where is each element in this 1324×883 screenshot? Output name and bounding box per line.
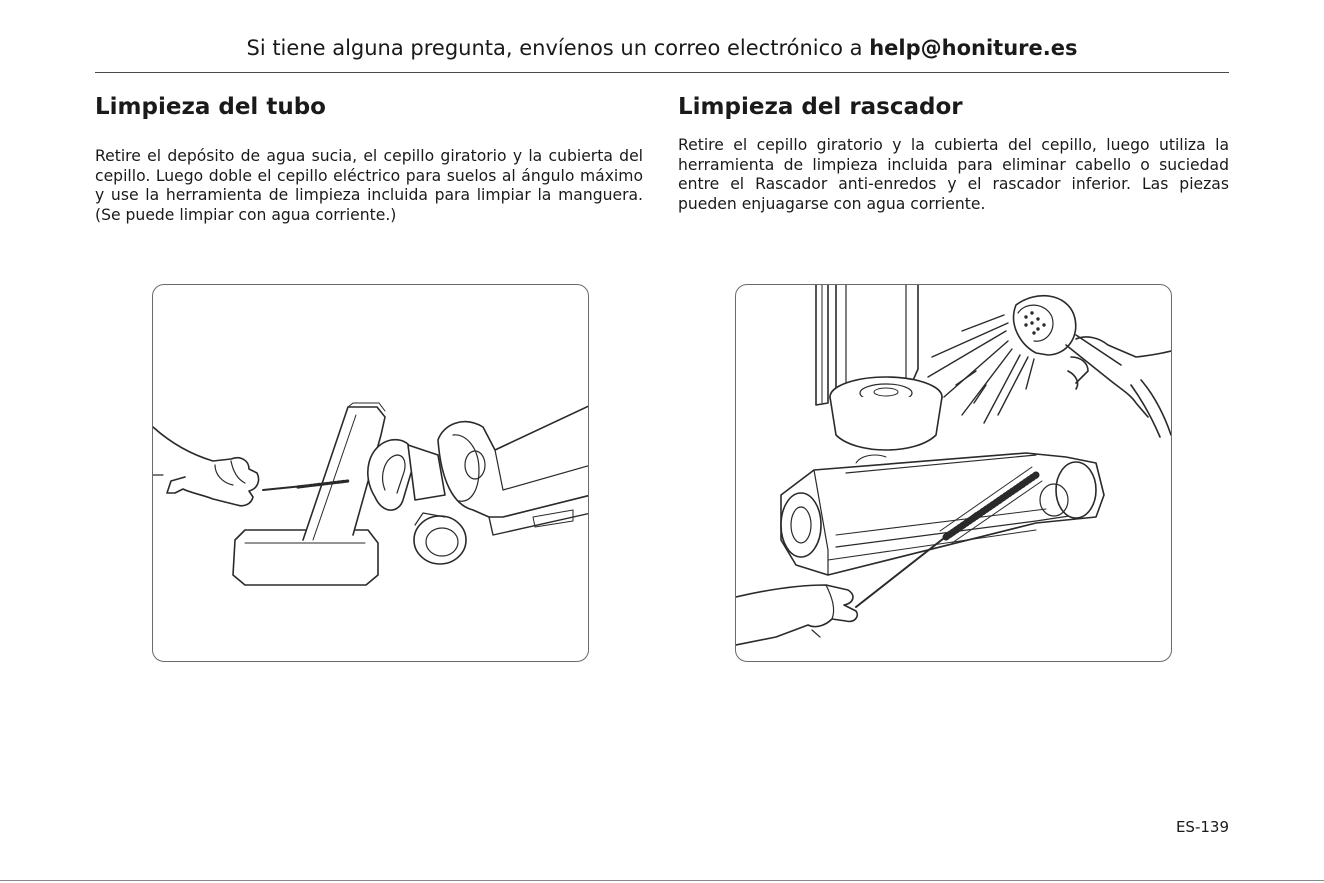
header-divider [95, 72, 1229, 73]
header-text: Si tiene alguna pregunta, envíenos un correo electrónico a [246, 36, 870, 60]
tube-cleaning-illustration [152, 284, 589, 662]
support-email: help@honiture.es [869, 36, 1078, 60]
page-number: ES-139 [1175, 818, 1229, 836]
page-header [95, 34, 1229, 62]
section-title-tube-cleaning: Limpieza del tubo [95, 94, 326, 120]
section-title-scraper-cleaning: Limpieza del rascador [678, 94, 963, 120]
page-bottom-edge [0, 880, 1324, 881]
section-body-tube-cleaning: Retire el depósito de agua sucia, el cepillo giratorio y la cubierta del cepillo. Luego doble el cepillo eléctrico para suelos al ángulo máximo y use la herramienta de limpieza incluida para limpiar la manguera. (Se puede limpiar con agua corriente.) [95, 147, 643, 224]
scraper-cleaning-illustration [735, 284, 1172, 662]
section-body-scraper-cleaning: Retire el cepillo giratorio y la cubierta del cepillo, luego utiliza la herramienta de limpieza incluida para eliminar cabello o suciedad entre el Rascador anti-enredos y el rascador inferior. Las piezas pueden enjuagarse con agua corriente. [678, 136, 1229, 213]
